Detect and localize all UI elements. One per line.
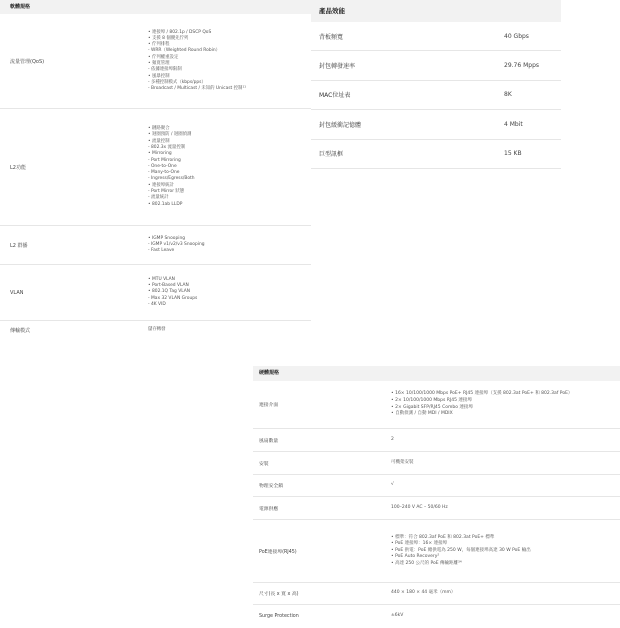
spec-value (148, 321, 311, 339)
spec-item: • 佇列排程 (148, 42, 170, 48)
spec-item: • 16× 10/100/1000 Mbps PoE+ RJ45 連接埠（支援 802.3at PoE+ 和 802.3af PoE） (391, 391, 573, 397)
hardware-spec-table (253, 366, 620, 628)
spec-value (391, 475, 620, 496)
spec-item: • PoE Auto Recovery² (391, 554, 440, 560)
spec-value (148, 14, 311, 108)
hw-row-poe-ports (253, 520, 620, 583)
spec-item: 100–240 V AC – 50/60 Hz (391, 504, 448, 510)
hw-row-interfaces (253, 381, 620, 429)
spec-item: - IGMP v1/v2/v3 Snooping (148, 241, 205, 247)
spec-item: • 自動偵測 / 自動 MDI / MDIX (391, 411, 453, 417)
spec-item: - 802.3x 流量控制 (148, 144, 186, 150)
spec-item: • 連接埠統計 (148, 182, 174, 188)
spec-label: 傳輸模式 (10, 327, 31, 334)
spec-item: • 迴圈預防 / 迴圈偵測 (148, 132, 192, 138)
spec-label: PoE連接埠(RJ45) (259, 549, 297, 555)
spec-item: • 2× Gigabit SFP/RJ45 Combo 連接埠 (391, 404, 473, 410)
performance-spec-table (311, 0, 561, 169)
spec-item: • 風暴控制 (148, 73, 170, 79)
perf-label: 封包緩衝記憶體 (319, 121, 362, 129)
spec-row-vlan (0, 265, 311, 321)
spec-item: - Port Mirroring (148, 157, 181, 163)
spec-label: 物理安全鎖 (259, 484, 283, 489)
perf-row-jumbo-frame (311, 140, 561, 169)
perf-value: 40 Gbps (504, 32, 529, 40)
software-spec-header: 軟體規格 (0, 0, 311, 14)
hw-row-surge-protection (253, 605, 620, 628)
spec-value (148, 226, 311, 264)
spec-value (391, 583, 620, 604)
spec-label: L2 群播 (10, 242, 28, 249)
spec-item: - Fast Leave (148, 248, 175, 254)
perf-row-mac-table (311, 81, 561, 110)
perf-value: 15 KB (504, 150, 522, 158)
spec-item: - Many-to-One (148, 170, 180, 176)
hardware-spec-header: 硬體規格 (253, 366, 620, 381)
perf-label: 巨型訊框 (319, 151, 344, 159)
perf-value: 29.76 Mpps (504, 62, 540, 70)
spec-item: - One-to-One (148, 163, 177, 169)
spec-label: 流量管理(QoS) (10, 58, 45, 65)
hw-row-power (253, 497, 620, 520)
perf-label: MAC位址表 (319, 92, 351, 100)
spec-item: • 802.1ab LLDP (148, 201, 183, 207)
spec-item: • Port-Based VLAN (148, 283, 189, 289)
spec-item: 可機架安裝 (391, 459, 414, 465)
spec-value (391, 497, 620, 519)
spec-label: L2功能 (10, 164, 26, 171)
spec-item: - 4K VID (148, 301, 166, 307)
perf-row-backplane (311, 22, 561, 51)
perf-value: 4 Mbit (504, 120, 523, 128)
spec-row-qos (0, 14, 311, 109)
spec-label: VLAN (10, 289, 24, 296)
spec-item: • 連接埠 / 802.1p / DSCP QoS (148, 29, 212, 35)
spec-item: • 鏈路聚合 (148, 126, 170, 132)
spec-row-transfer-mode (0, 321, 311, 339)
spec-item: - Port Mirror 狀態 (148, 189, 185, 195)
spec-item: - Ingress/Egress/Both (148, 176, 195, 182)
spec-item: • PoE 連接埠：16× 連接埠 (391, 541, 448, 547)
perf-label: 封包轉發速率 (319, 63, 356, 71)
spec-item: - 流量統計 (148, 195, 169, 201)
perf-label: 背板頻寬 (319, 33, 344, 41)
spec-item: • Mirroring (148, 151, 172, 157)
spec-item: • 高達 250 公尺的 PoE 傳輸距離³⁴ (391, 560, 462, 566)
spec-label: Surge Protection (259, 614, 299, 619)
perf-row-buffer (311, 110, 561, 139)
spec-item: • 802.1Q Tag VLAN (148, 289, 191, 295)
spec-item: √ (391, 482, 394, 488)
hw-row-mounting (253, 452, 620, 475)
perf-row-forwarding-rate (311, 51, 561, 80)
spec-item: - Max 32 VLAN Groups (148, 295, 198, 301)
spec-label: 安裝 (259, 461, 269, 467)
spec-item: • 頻寬管理 (148, 61, 170, 66)
spec-item: 440 × 180 × 44 毫米（mm） (391, 590, 456, 596)
spec-item: • PoE 供電：PoE 總供電為 250 W，每個連接埠高達 30 W PoE 輸出 (391, 547, 531, 553)
spec-item: • MTU VLAN (148, 276, 175, 282)
spec-item: • 2× 10/100/1000 Mbps RJ45 連接埠 (391, 397, 472, 403)
spec-item: - WRR（Weighted Round Robin） (148, 48, 221, 54)
spec-label: 連接介面 (259, 403, 279, 408)
spec-value (148, 265, 311, 320)
spec-value (391, 381, 620, 428)
spec-item: 儲存轉發 (148, 326, 166, 332)
spec-item: 2 (391, 436, 394, 442)
performance-spec-header: 產品效能 (311, 0, 561, 22)
spec-item: • 流量控制 (148, 138, 170, 144)
spec-value (391, 452, 620, 474)
spec-value (391, 605, 620, 628)
software-spec-table (0, 0, 311, 339)
spec-item: ±6kV (391, 613, 404, 619)
hw-row-security-lock (253, 475, 620, 497)
hw-row-dimensions (253, 583, 620, 605)
spec-label: 尺寸(長 x 寬 x 高) (259, 592, 299, 597)
spec-value (391, 520, 620, 582)
spec-value (148, 109, 311, 225)
spec-item: • IGMP Snooping (148, 235, 186, 241)
perf-value: 8K (504, 91, 512, 99)
spec-item: - Broadcast / Multicast / 未知的 Unicast 控制¹¹ (148, 86, 246, 92)
spec-item: • 佇列權重設定 (148, 54, 179, 60)
spec-label: 電源供應 (259, 506, 279, 512)
spec-item: • 支援 8 個優先佇列 (148, 35, 189, 41)
spec-item: - 多種控制模式（kbps/pps） (148, 79, 206, 85)
spec-item: • 標準：符合 802.3af PoE 和 802.3at PoE+ 標準 (391, 534, 495, 540)
spec-row-l2-multicast (0, 226, 311, 265)
spec-value (391, 429, 620, 451)
spec-label: 風扇數量 (259, 438, 279, 444)
hw-row-fans (253, 429, 620, 452)
spec-item: - 依據連接埠限制 (148, 67, 182, 73)
spec-row-l2-features (0, 109, 311, 226)
